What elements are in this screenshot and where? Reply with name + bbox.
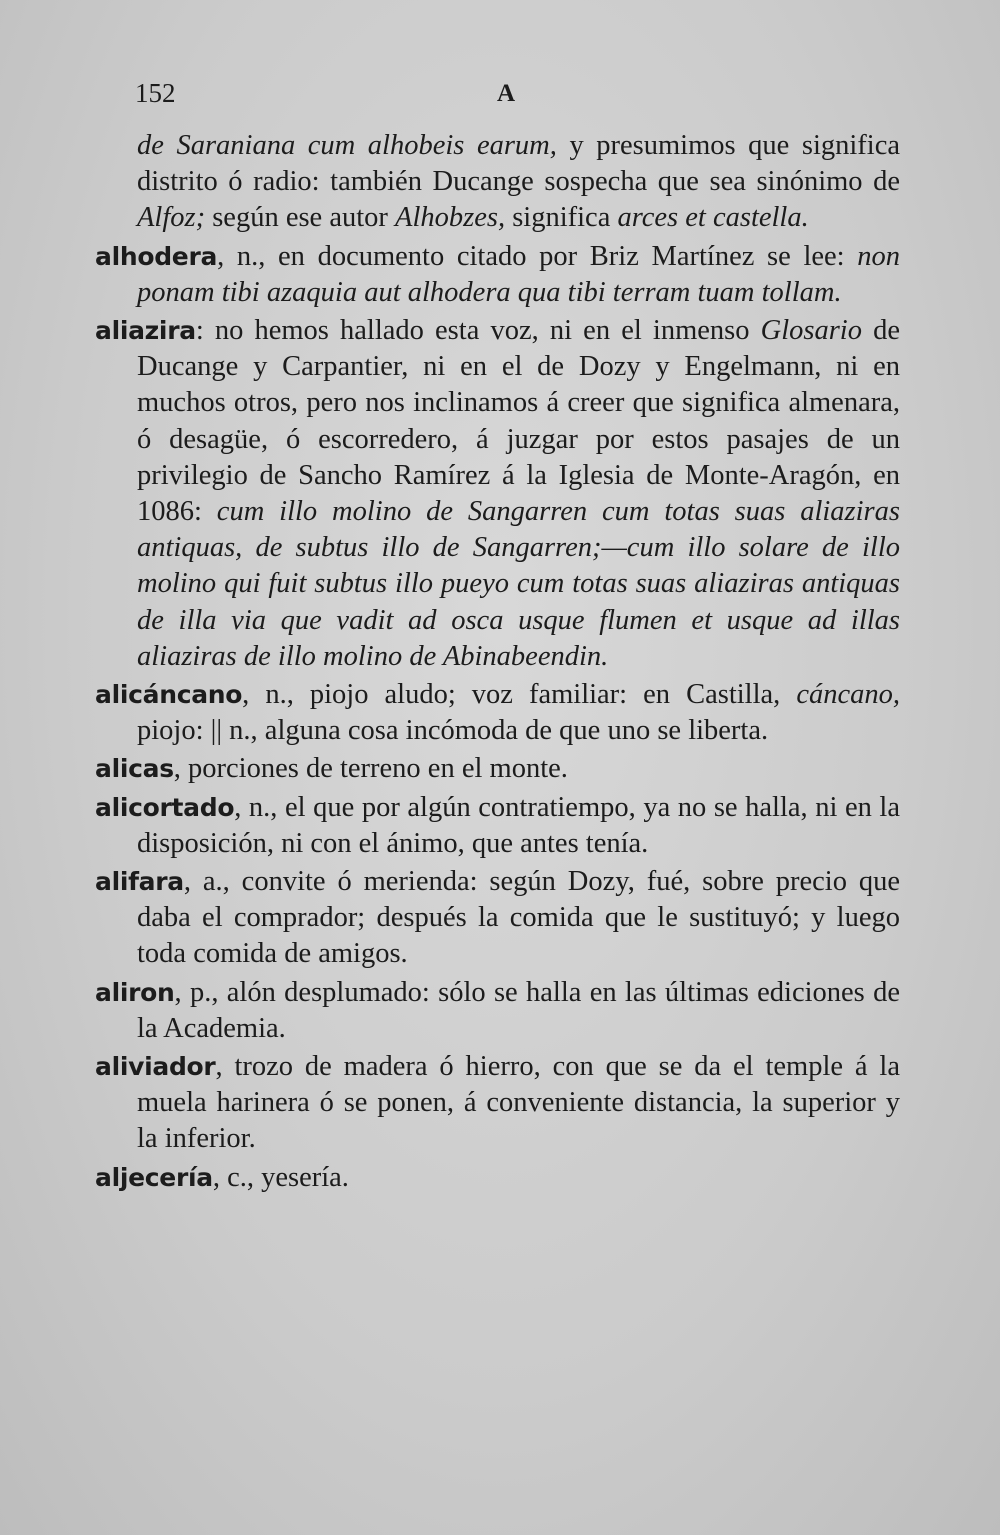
entry-text: significa <box>505 202 618 234</box>
section-letter: A <box>497 80 516 107</box>
headword: aliazira <box>95 316 196 346</box>
headword: alicas <box>95 754 174 784</box>
entry-alifara <box>95 864 900 973</box>
entry-alicancano <box>95 677 900 749</box>
entry-text: piojo: || n., alguna cosa incómoda de que uno se liberta. <box>137 715 769 747</box>
entry-text-italic: cáncano, <box>796 679 900 711</box>
page-number: 152 <box>135 78 176 108</box>
entry-aljeceria <box>95 1160 900 1196</box>
entry-text: de Ducange y Carpantier, ni en el de Dozy y Engelmann, ni en muchos otros, pero nos inclinamos á creer que significa almenara, ó desagüe, ó escorredero, á juzgar por estos pasajes de un privilegio de Sancho Ramírez á la Iglesia de Monte-Aragón, en 1086: <box>137 315 900 528</box>
running-head <box>135 78 895 118</box>
entry-text: y presumimos que significa distrito ó radio: también Ducange sospecha que sea sinónimo de <box>137 130 900 198</box>
entry-text-italic: Glosario <box>760 315 862 347</box>
entry-aliazira <box>95 313 900 675</box>
entry-text: , porciones de terreno en el monte. <box>173 753 568 785</box>
headword: aljecería <box>95 1162 213 1192</box>
headword: alicáncano <box>95 680 243 710</box>
entry-text-italic: cum illo molino de Sangarren cum totas suas aliaziras antiquas, de subtus illo de Sangarren;—cum illo solare de illo molino qui fuit subtus illo pueyo cum totas suas aliaziras antiquas de illa via que vadit ad osca usque flumen et usque ad illas aliaziras de illo molino de Abinabeendin. <box>137 496 900 672</box>
entry-text-italic: Alhobzes, <box>395 202 506 234</box>
entry-text-italic: arces et castella. <box>617 202 809 234</box>
entry-continuation <box>95 128 900 237</box>
entry-text-italic: de Saraniana cum alhobeis earum, <box>137 130 557 161</box>
entry-text: : no hemos hallado esta voz, ni en el inmenso <box>195 315 761 347</box>
entry-text: según ese autor <box>205 202 396 234</box>
headword: alhodera <box>95 241 218 271</box>
entry-text: , n., en documento citado por Briz Martínez se lee: <box>217 240 858 272</box>
entry-aliviador <box>95 1049 900 1158</box>
entry-alhodera <box>95 239 900 311</box>
entries-column <box>95 128 900 1198</box>
headword: alifara <box>95 867 184 897</box>
entry-text-italic: Alfoz; <box>137 202 206 234</box>
entry-alicas <box>95 751 900 787</box>
entry-text: , p., alón desplumado: sólo se halla en las últimas ediciones de la Academia. <box>137 976 900 1044</box>
entry-text: , a., convite ó merienda: según Dozy, fué, sobre precio que daba el comprador; después la comida que le sustituyó; y luego toda comida de amigos. <box>137 866 900 970</box>
entry-alicortado <box>95 790 900 862</box>
entry-text: , c., yesería. <box>212 1161 349 1193</box>
entry-text-italic: non ponam tibi azaquia aut alhodera qua tibi terram tuam tollam. <box>137 240 900 308</box>
entry-text: , trozo de madera ó hierro, con que se da el temple á la muela harinera ó se ponen, á conveniente distancia, la superior y la inferior. <box>137 1051 900 1155</box>
entry-text: , n., el que por algún contratiempo, ya no se halla, ni en la disposición, ni con el ánimo, que antes tenía. <box>137 791 900 859</box>
entry-text: , n., piojo aludo; voz familiar: en Castilla, <box>242 679 797 711</box>
entry-aliron <box>95 975 900 1047</box>
headword: alicortado <box>95 792 235 822</box>
headword: aliron <box>95 977 175 1007</box>
headword: aliviador <box>95 1052 216 1082</box>
